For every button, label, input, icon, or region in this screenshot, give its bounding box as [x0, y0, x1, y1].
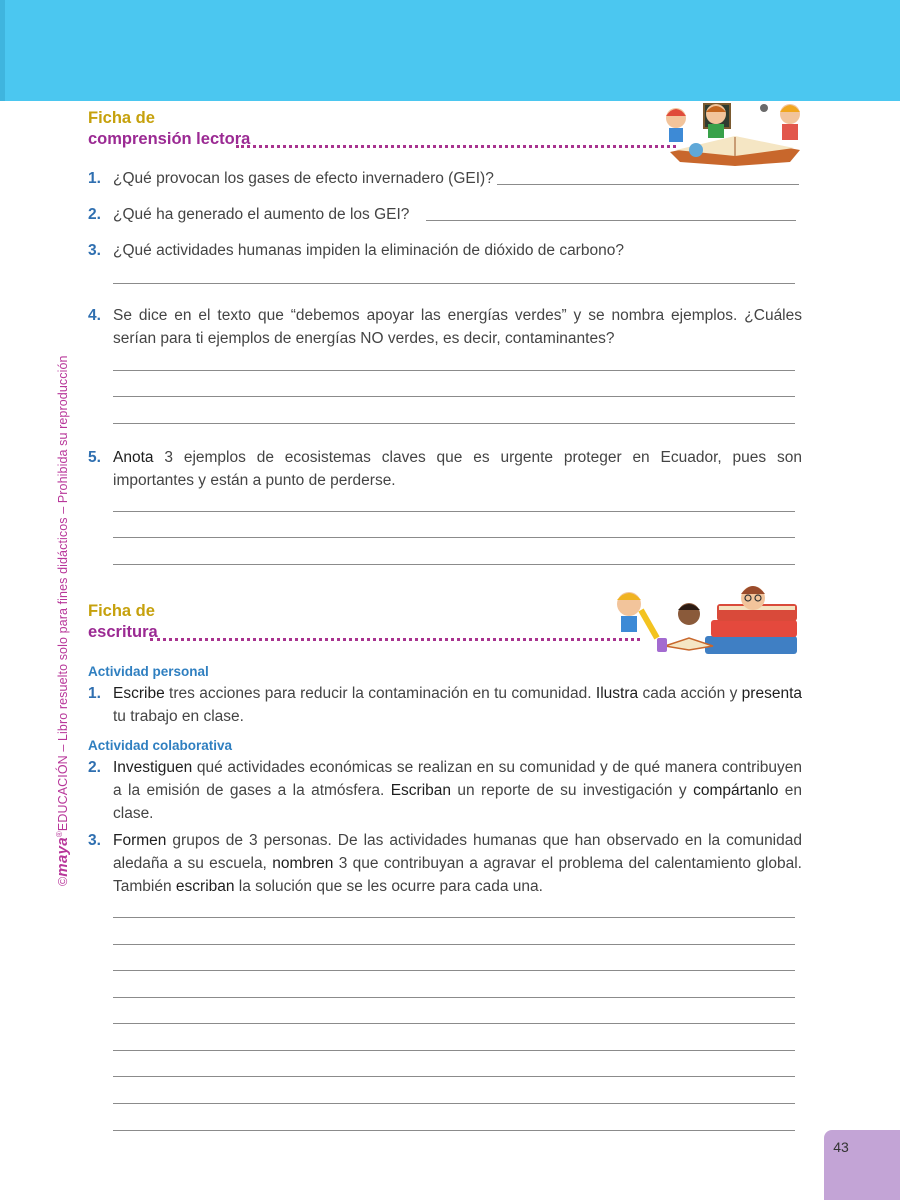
registered-mark: ®	[54, 831, 64, 838]
question-text: ¿Qué actividades humanas impiden la eliminación de dióxido de carbono?	[113, 242, 624, 259]
question-text: ¿Qué ha generado el aumento de los GEI?	[113, 206, 410, 223]
kids-books-illustration	[605, 580, 805, 658]
action-verb: Investiguen	[113, 759, 193, 776]
activity-item-2	[88, 756, 802, 825]
action-verb: Escriban	[390, 782, 452, 799]
section-title-line1: Ficha de	[88, 602, 155, 620]
item-text	[113, 756, 802, 825]
item-text-fragment: 3 que contribuyan a agravar el problema del calentamiento global. También	[113, 855, 802, 895]
activity-item-1	[88, 682, 802, 728]
item-text-fragment: cada acción y	[638, 685, 742, 702]
question-number: 1.	[88, 170, 101, 187]
activity-collab-title: Actividad colaborativa	[88, 738, 233, 753]
answer-line[interactable]	[113, 283, 795, 284]
section-title-line2: comprensión lectora	[88, 130, 251, 148]
question-3	[88, 239, 802, 262]
section-title-line1: Ficha de	[88, 109, 155, 127]
item-text-fragment: un reporte de su investigación y	[451, 782, 694, 799]
item-number: 1.	[88, 685, 101, 702]
question-1	[88, 167, 802, 190]
activity-item-3	[88, 829, 802, 898]
title-dotted-rule	[150, 638, 640, 641]
sidebar-credit	[54, 355, 71, 886]
item-text-fragment: tu trabajo en clase.	[113, 708, 244, 725]
question-number: 3.	[88, 242, 101, 259]
answer-line[interactable]	[113, 396, 795, 397]
question-text: ¿Qué provocan los gases de efecto invernadero (GEI)?	[113, 170, 494, 187]
question-5	[88, 446, 802, 492]
answer-line[interactable]	[113, 970, 795, 971]
answer-line[interactable]	[426, 220, 796, 221]
item-text-fragment: grupos de 3 personas. De las actividades humanas que han observado en la comunidad aledaña a su escuela,	[113, 832, 802, 872]
answer-line[interactable]	[113, 511, 795, 512]
section-title-escritura	[88, 601, 158, 643]
action-verb: presenta	[741, 685, 802, 702]
activity-personal-title: Actividad personal	[88, 664, 209, 679]
answer-line[interactable]	[113, 997, 795, 998]
action-verb: compártanlo	[693, 782, 779, 799]
action-verb: nombren	[272, 855, 334, 872]
page-number: 43	[833, 1139, 849, 1155]
header-band-edge	[0, 0, 5, 101]
credit-text: EDUCACIÓN – Libro resuelto solo para fines didácticos – Prohibida su reproducción	[56, 355, 70, 832]
item-text	[113, 682, 802, 728]
item-text-fragment: en clase.	[113, 782, 803, 822]
question-text: Se dice en el texto que “debemos apoyar las energías verdes” y se nombra ejemplos. ¿Cuáles serían para ti ejemplos de energías NO verdes, es decir, contaminantes?	[113, 307, 802, 347]
answer-line[interactable]	[113, 917, 795, 918]
question-number: 2.	[88, 206, 101, 223]
brand-logo: maya	[54, 837, 71, 877]
item-number: 2.	[88, 759, 101, 776]
answer-line[interactable]	[113, 1023, 795, 1024]
answer-line[interactable]	[113, 1076, 795, 1077]
answer-line[interactable]	[113, 370, 795, 371]
answer-line[interactable]	[113, 564, 795, 565]
answer-line[interactable]	[113, 537, 795, 538]
action-verb: Ilustra	[595, 685, 639, 702]
answer-line[interactable]	[113, 1103, 795, 1104]
answer-line[interactable]	[113, 944, 795, 945]
kids-reading-illustration	[660, 100, 810, 166]
answer-line[interactable]	[113, 1050, 795, 1051]
question-number: 5.	[88, 449, 101, 466]
question-2	[88, 203, 802, 226]
action-verb: escriban	[175, 878, 235, 895]
page-number-tab	[824, 1130, 900, 1200]
question-number: 4.	[88, 307, 101, 324]
action-verb: Formen	[113, 832, 167, 849]
answer-line[interactable]	[497, 184, 799, 185]
item-text-fragment: qué actividades económicas se realizan en su comunidad y de qué manera contribuyen a la emisión de gases a la atmósfera.	[113, 759, 802, 799]
action-verb: Escribe	[113, 685, 165, 702]
section-title-comprension	[88, 108, 250, 150]
item-text-fragment: la solución que se les ocurre para cada una.	[234, 878, 543, 895]
copyright-symbol: ©	[56, 876, 70, 886]
answer-line[interactable]	[113, 1130, 795, 1131]
item-number: 3.	[88, 832, 101, 849]
question-text	[113, 446, 802, 492]
title-dotted-rule	[236, 145, 676, 148]
item-text-fragment: tres acciones para reducir la contaminación en tu comunidad.	[164, 685, 596, 702]
question-4	[88, 304, 802, 350]
answer-line[interactable]	[113, 423, 795, 424]
item-text	[113, 829, 802, 898]
header-band	[0, 0, 900, 101]
section-title-line2: escritura	[88, 623, 158, 641]
question-body: 3 ejemplos de ecosistemas claves que es urgente proteger en Ecuador, pues son importantes y están a punto de perderse.	[113, 449, 802, 489]
action-verb: Anota	[113, 449, 154, 466]
